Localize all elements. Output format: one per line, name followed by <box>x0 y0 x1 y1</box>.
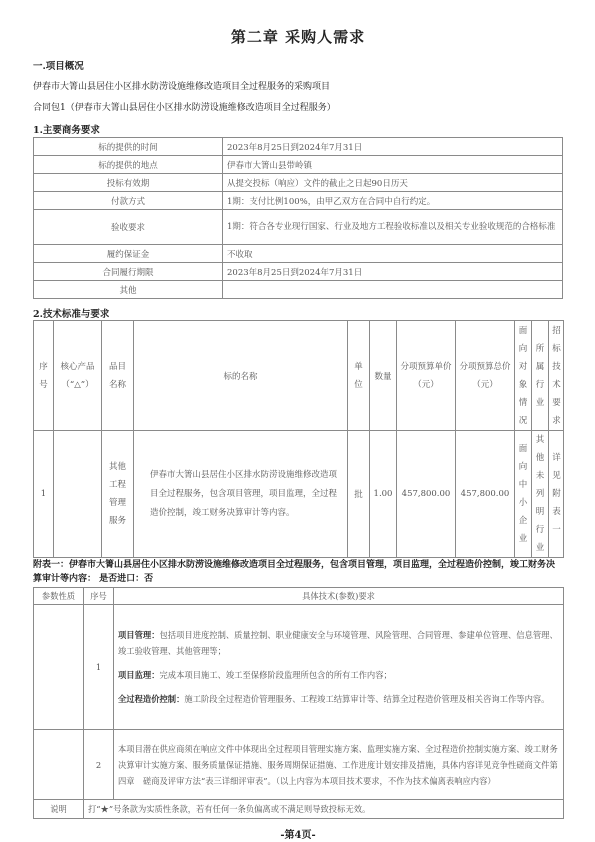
cell-target: 面向中小企业 <box>518 444 528 544</box>
row-spec <box>114 605 564 730</box>
table-row <box>34 210 563 245</box>
header-budget-unit: 分项预算单价（元） <box>397 321 456 431</box>
cell-unit: 批 <box>348 431 370 558</box>
business-table <box>33 137 563 299</box>
row-no: 2 <box>84 730 114 800</box>
note-text: 打“★”号条款为实质性条款，若有任何一条负偏离或不满足则导致投标无效。 <box>84 800 564 819</box>
tech-heading: 2.技术标准与要求 <box>33 309 110 320</box>
table-row <box>34 431 564 558</box>
spec-cost-label: 全过程造价控制： <box>118 694 185 704</box>
table-row <box>34 605 564 730</box>
spec-cost-text: 施工阶段全过程造价管理服务、工程竣工结算审计等、结算全过程造价管理及相关咨询工作等内容。 <box>184 694 550 704</box>
row-value: 不收取 <box>223 245 563 263</box>
header-budget-total: 分项预算总价（元） <box>456 321 515 431</box>
table-row <box>34 174 563 192</box>
cell-industry: 其他未列明行业 <box>535 435 545 553</box>
row-no: 1 <box>84 605 114 730</box>
row-value <box>223 281 563 299</box>
cell-no: 1 <box>34 431 54 558</box>
spec-pm-label: 项目管理： <box>118 630 160 640</box>
contract-package: 合同包1（伊春市大箐山县居住小区排水防涝设施维修改造项目全过程服务） <box>33 103 336 113</box>
table-row <box>34 263 563 281</box>
table-row <box>34 156 563 174</box>
row-value: 伊春市大箐山县带岭镇 <box>223 156 563 174</box>
spec-sup <box>118 667 559 683</box>
header-category: 品目名称 <box>108 361 126 390</box>
note-label: 说明 <box>34 800 84 819</box>
chapter-title: 第二章 采购人需求 <box>230 28 366 46</box>
row-value: 2023年8月25日到2024年7月31日 <box>223 263 563 281</box>
header-no: 序号 <box>39 361 48 390</box>
spec-pm <box>118 627 559 659</box>
row-label: 履约保证金 <box>34 245 223 263</box>
table-row <box>34 138 563 156</box>
section-heading-overview: 一.项目概况 <box>33 61 84 72</box>
row-value: 从提交投标（响应）文件的截止之日起90日历天 <box>223 174 563 192</box>
spec-cost <box>118 691 559 707</box>
cell-category: 其他工程管理服务 <box>108 462 126 526</box>
row-value: 2023年8月25日到2024年7月31日 <box>223 138 563 156</box>
table-row <box>34 281 563 299</box>
spec-pm-text: 包括项目进度控制、质量控制、职业健康安全与环境管理、风险管理、合同管理、参建单位管理、信息管理、竣工验收管理、其他管理等； <box>118 630 558 656</box>
row-label: 付款方式 <box>34 192 223 210</box>
spec-sup-label: 项目监理： <box>118 670 160 680</box>
cell-req: 详见附表一 <box>552 453 561 535</box>
header-core: 核心产品（“△”） <box>54 321 102 431</box>
row-value: 1期：符合各专业现行国家、行业及地方工程验收标准以及相关专业验收规范的合格标准 <box>223 210 563 245</box>
page-number: -第4页- <box>280 830 316 841</box>
cell-item-name: 伊春市大箐山县居住小区排水防涝设施维修改造项目全过程服务，包含项目管理，项目监理，全过程造价控制，竣工财务决算审计等内容。 <box>134 431 348 558</box>
table-row <box>34 730 564 800</box>
header-unit: 单位 <box>354 361 363 390</box>
row-label: 验收要求 <box>34 210 223 245</box>
table-header-row <box>34 588 564 605</box>
annex-title: 附表一：伊春市大箐山县居住小区排水防涝设施维修改造项目全过程服务，包含项目管理，项目监理，全过程造价控制，竣工财务决算审计等内容： <box>33 560 556 584</box>
row-label: 其他 <box>34 281 223 299</box>
header-nature: 参数性质 <box>34 588 84 605</box>
header-target: 面向对象情况 <box>518 325 528 426</box>
row-label: 合同履行期限 <box>34 263 223 281</box>
business-heading: 1.主要商务要求 <box>33 125 100 136</box>
row-spec: 本项目潜在供应商须在响应文件中体现出全过程项目管理实施方案、监理实施方案、全过程造价控制实施方案、竣工财务决算审计实施方案、服务质量保证措施、服务周期保证措施、工作进度计划安排及措施，具体内容详见竞争性磋商文件第四章 磋商及评审方法“表三详细评审表”。（以上内容为本项目技术要求，不作为技术偏离表响应内容） <box>114 730 564 800</box>
row-value: 1期：支付比例100%，由甲乙双方在合同中自行约定。 <box>223 192 563 210</box>
annex-table <box>33 587 564 819</box>
header-req: 招标技术要求 <box>552 325 561 426</box>
project-name: 伊春市大箐山县居住小区排水防涝设施维修改造项目全过程服务的采购项目 <box>33 82 331 92</box>
table-row <box>34 800 564 819</box>
header-spec: 具体技术(参数)要求 <box>114 588 564 605</box>
row-label: 标的提供的时间 <box>34 138 223 156</box>
tech-table <box>33 320 564 558</box>
annex-import: 是否进口：否 <box>99 574 154 584</box>
cell-qty: 1.00 <box>370 431 397 558</box>
header-industry: 所属行业 <box>535 343 545 408</box>
header-qty: 数量 <box>370 321 397 431</box>
row-label: 投标有效期 <box>34 174 223 192</box>
table-header-row <box>34 321 564 431</box>
cell-budget-total: 457,800.00 <box>456 431 515 558</box>
header-item-name: 标的名称 <box>134 321 348 431</box>
annex-heading <box>33 558 563 586</box>
row-label: 标的提供的地点 <box>34 156 223 174</box>
header-no: 序号 <box>84 588 114 605</box>
cell-core <box>54 431 102 558</box>
table-row <box>34 245 563 263</box>
cell-budget-unit: 457,800.00 <box>397 431 456 558</box>
spec-sup-text: 完成本项目施工、竣工至保修阶段监理所包含的所有工作内容； <box>159 670 392 680</box>
table-row <box>34 192 563 210</box>
